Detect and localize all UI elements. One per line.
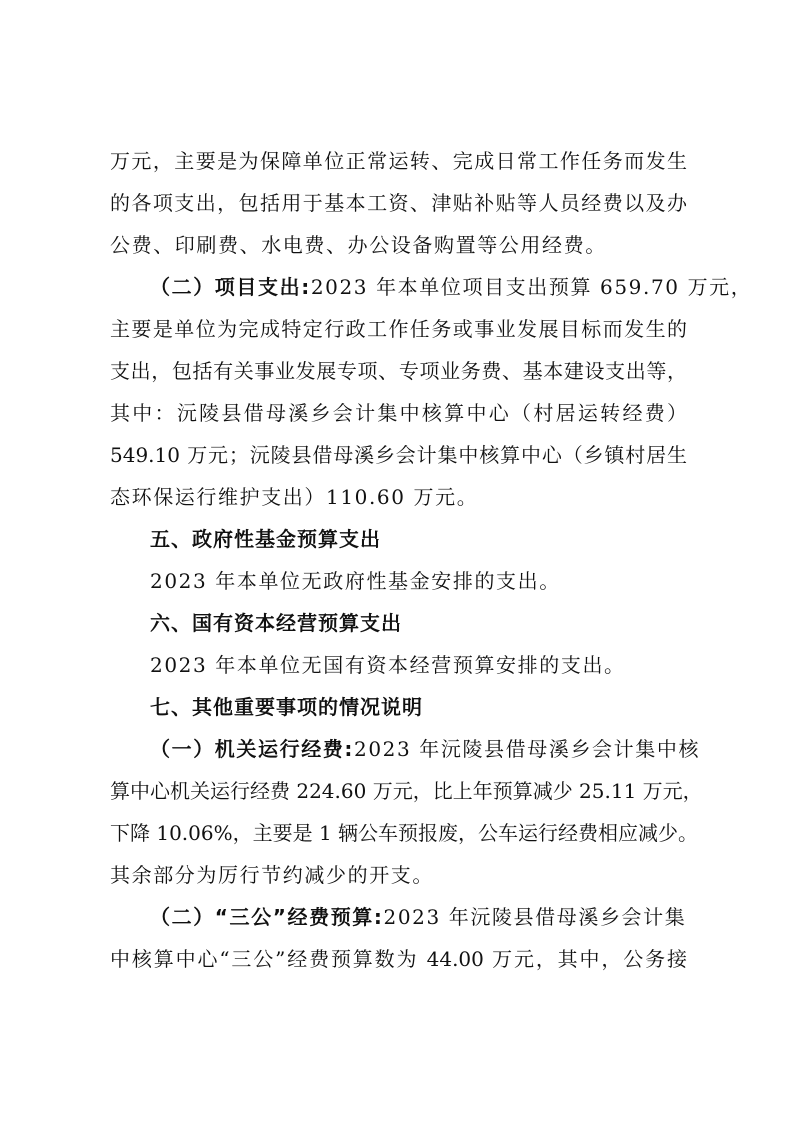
text-line: 态环保运行维护支出）110.60 万元。 <box>110 485 479 509</box>
document-page <box>110 140 753 980</box>
text-line: 549.10 万元；沅陵县借母溪乡会计集中核算中心（乡镇村居生 <box>110 443 687 467</box>
text-line: 算中心机关运行经费 224.60 万元，比上年预算减少 25.11 万元， <box>110 779 703 803</box>
section-heading-other-matters: 七、其他重要事项的情况说明 <box>150 695 423 719</box>
text-line: 的各项支出，包括用于基本工资、津贴补贴等人员经费以及办 <box>110 191 687 215</box>
text-line <box>110 266 753 308</box>
text-run: 2023 年本单位项目支出预算 659.70 万元， <box>310 275 753 299</box>
text-line: 其中：沅陵县借母溪乡会计集中核算中心（村居运转经费） <box>110 401 687 425</box>
paragraph-operating-costs <box>110 728 703 896</box>
paragraph-lead: （一）机关运行经费: <box>150 737 354 761</box>
text-line: 下降 10.06%，主要是 1 辆公车预报废，公车运行经费相应减少。 <box>110 821 699 845</box>
paragraph-three-public-expenses <box>110 896 687 980</box>
text-line: 万元，主要是为保障单位正常运转、完成日常工作任务而发生 <box>110 149 687 173</box>
text-line: 主要是单位为完成特定行政工作任务或事业发展目标而发生的 <box>110 317 687 341</box>
paragraph-project-expenditure <box>110 266 753 518</box>
text-line: 2023 年本单位无政府性基金安排的支出。 <box>150 569 561 593</box>
section-heading-state-capital: 六、国有资本经营预算支出 <box>150 611 402 635</box>
text-line <box>110 896 687 938</box>
section-heading-government-fund: 五、政府性基金预算支出 <box>150 527 381 551</box>
text-line <box>110 728 701 770</box>
text-line: 2023 年本单位无国有资本经营预算安排的支出。 <box>150 653 626 677</box>
text-line: 其余部分为厉行节约减少的开支。 <box>110 863 434 887</box>
text-run: 2023 年沅陵县借母溪乡会计集 <box>383 905 687 929</box>
paragraph-public-funds <box>110 140 687 266</box>
paragraph-lead: （二）项目支出: <box>150 275 311 299</box>
text-line: 公费、印刷费、水电费、办公设备购置等公用经费。 <box>110 233 607 257</box>
text-line: 支出，包括有关事业发展专项、专项业务费、基本建设支出等， <box>110 359 687 383</box>
paragraph-lead: （二）“三公”经费预算: <box>150 905 384 929</box>
text-line: 中核算中心“三公”经费预算数为 44.00 万元，其中，公务接 <box>110 947 687 971</box>
text-run: 2023 年沅陵县借母溪乡会计集中核 <box>354 737 701 761</box>
